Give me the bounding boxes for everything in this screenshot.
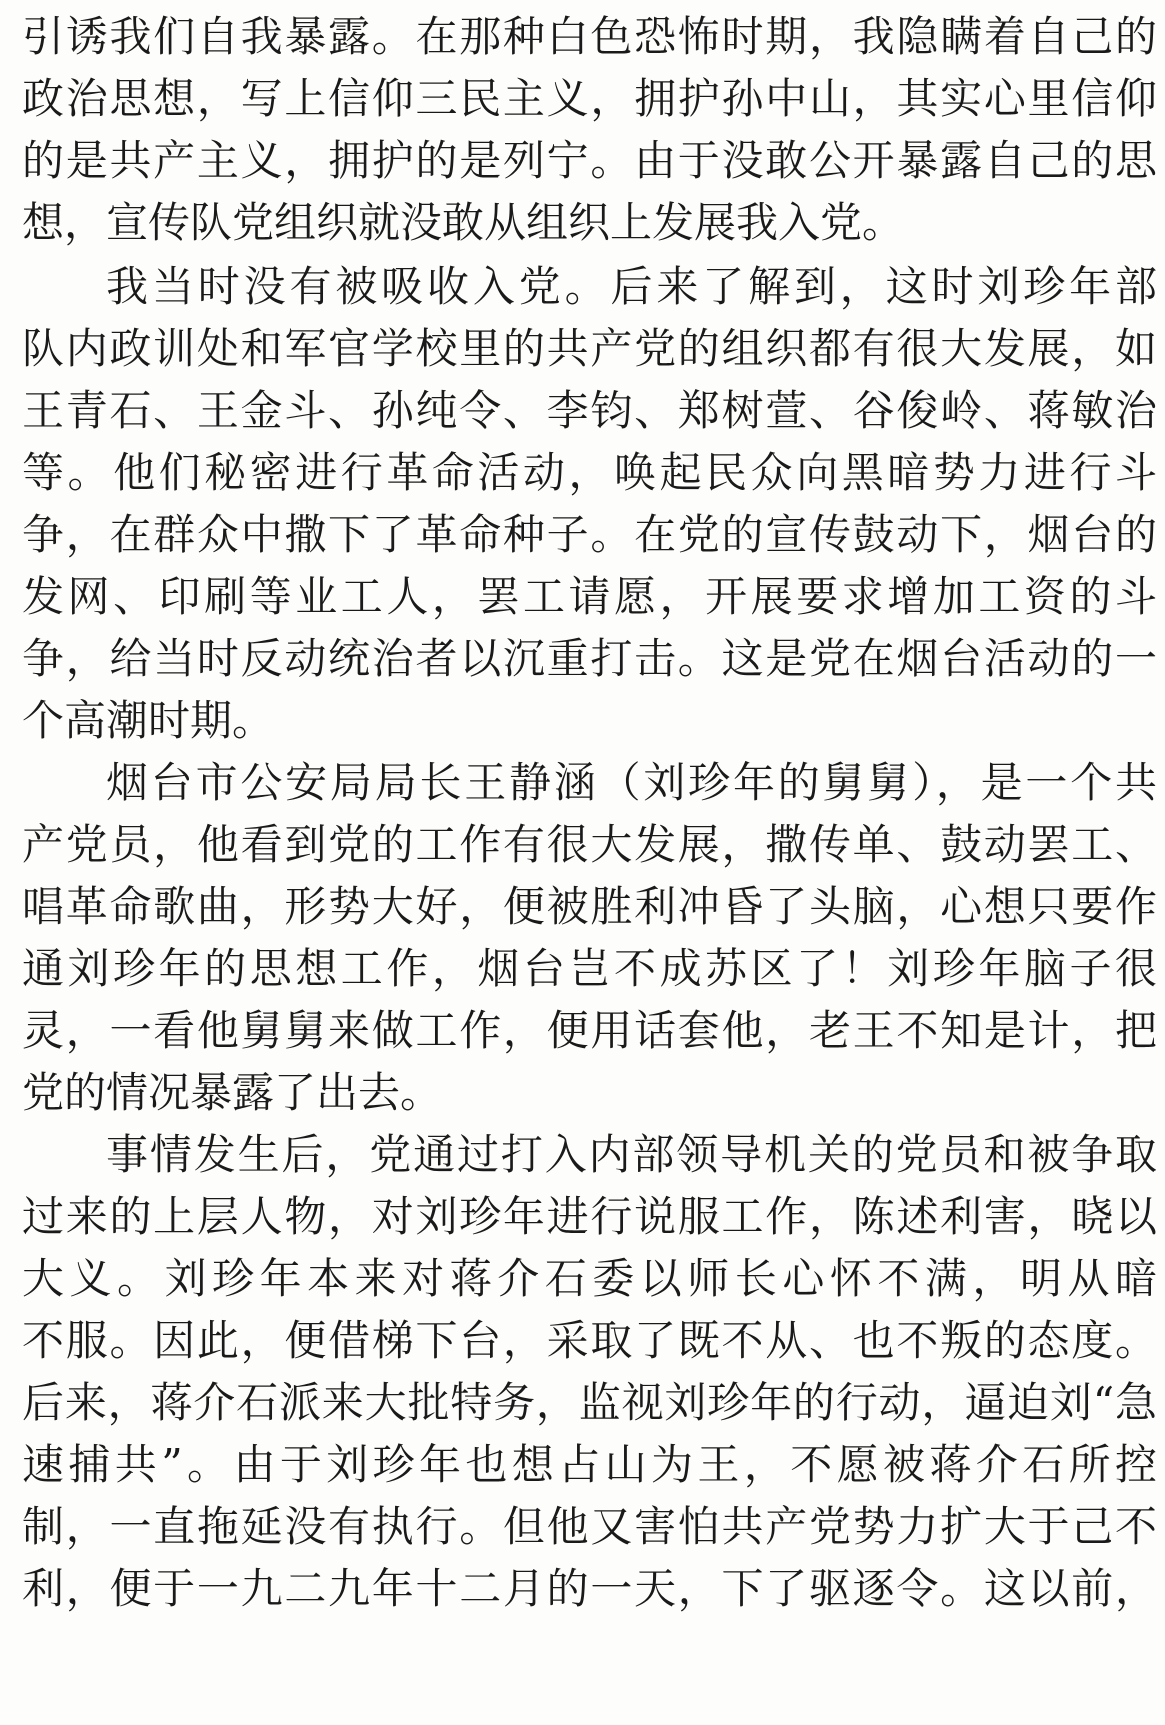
text-line: 的是共产主义，拥护的是列宁。由于没敢公开暴露自己的思 — [22, 136, 1157, 185]
text-line: 大义。刘珍年本来对蒋介石委以师长心怀不满，明从暗 — [22, 1254, 1157, 1303]
text-line: 争，给当时反动统治者以沉重打击。这是党在烟台活动的一 — [22, 634, 1157, 683]
text-line: 事情发生后，党通过打入内部领导机关的党员和被争取 — [106, 1130, 1157, 1179]
text-line: 想，宣传队党组织就没敢从组织上发展我入党。 — [22, 198, 905, 247]
text-line: 后来，蒋介石派来大批特务，监视刘珍年的行动，逼迫刘“急 — [22, 1378, 1157, 1427]
text-line: 灵，一看他舅舅来做工作，便用话套他，老王不知是计，把 — [22, 1006, 1157, 1055]
text-line: 速捕共”。由于刘珍年也想占山为王，不愿被蒋介石所控 — [22, 1440, 1157, 1489]
text-line: 政治思想，写上信仰三民主义，拥护孙中山，其实心里信仰 — [22, 74, 1157, 123]
text-line: 利，便于一九二九年十二月的一天，下了驱逐令。这以前， — [22, 1564, 1157, 1613]
text-line: 唱革命歌曲，形势大好，便被胜利冲昏了头脑，心想只要作 — [22, 882, 1157, 931]
text-line: 烟台市公安局局长王静涵（刘珍年的舅舅），是一个共 — [106, 758, 1157, 807]
body-text — [22, 6, 1157, 1620]
text-line: 通刘珍年的思想工作，烟台岂不成苏区了！刘珍年脑子很 — [22, 944, 1157, 993]
text-line: 队内政训处和军官学校里的共产党的组织都有很大发展，如 — [22, 324, 1157, 373]
text-line: 过来的上层人物，对刘珍年进行说服工作，陈述利害，晓以 — [22, 1192, 1157, 1241]
text-line: 引诱我们自我暴露。在那种白色恐怖时期，我隐瞒着自己的 — [22, 12, 1157, 61]
text-line: 党的情况暴露了出去。 — [22, 1068, 443, 1117]
text-line: 产党员，他看到党的工作有很大发展，撒传单、鼓动罢工、 — [22, 820, 1157, 869]
text-line: 等。他们秘密进行革命活动，唤起民众向黑暗势力进行斗 — [22, 448, 1157, 497]
text-line: 个高潮时期。 — [22, 696, 275, 745]
text-line: 发网、印刷等业工人，罢工请愿，开展要求增加工资的斗 — [22, 572, 1157, 621]
text-line: 王青石、王金斗、孙纯令、李钧、郑树萱、谷俊岭、蒋敏治 — [22, 386, 1157, 435]
text-line: 不服。因此，便借梯下台，采取了既不从、也不叛的态度。 — [22, 1316, 1157, 1365]
text-line: 争，在群众中撒下了革命种子。在党的宣传鼓动下，烟台的 — [22, 510, 1157, 559]
text-line: 我当时没有被吸收入党。后来了解到，这时刘珍年部 — [106, 262, 1157, 311]
text-line: 制，一直拖延没有执行。但他又害怕共产党势力扩大于己不 — [22, 1502, 1157, 1551]
